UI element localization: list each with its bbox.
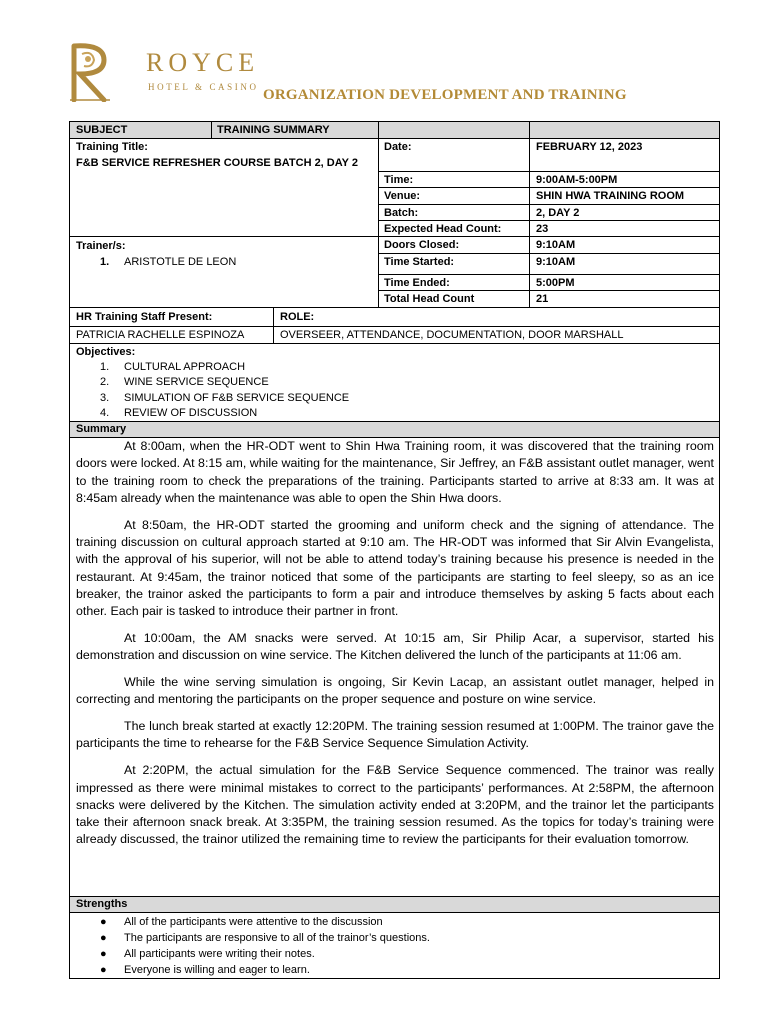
objective-number: 1.	[100, 361, 110, 373]
total-head-count-label: Total Head Count	[384, 293, 475, 305]
objective-number: 3.	[100, 392, 110, 404]
summary-body	[76, 438, 714, 858]
objective-item: SIMULATION OF F&B SERVICE SEQUENCE	[124, 392, 350, 404]
hr-staff-label: HR Training Staff Present:	[76, 311, 213, 323]
royce-logo-icon	[70, 42, 110, 102]
date-label: Date:	[384, 141, 412, 153]
time-value: 9:00AM-5:00PM	[536, 174, 618, 186]
subject-value: TRAINING SUMMARY	[217, 124, 330, 136]
time-ended-label: Time Ended:	[384, 277, 450, 289]
venue-value: SHIN HWA TRAINING ROOM	[536, 190, 685, 202]
role-label: ROLE:	[280, 311, 315, 323]
time-started-label: Time Started:	[384, 256, 455, 268]
training-summary-table: SUBJECT TRAINING SUMMARY Training Title: F&B SERVICE REFRESHER COURSE BATCH 2, DAY 2 Trainer/s: 1. ARISTOTLE DE LEON Date: FEBRUARY 12, 2023 Time: 9:00AM-5:00PM Venue: SHIN HWA TRAINING ROOM Batch: 2, DAY 2 Expected Head Count: 23 Doors Closed: 9:10AM Time Started: 9:10AM Time Ended: 5:00PM Total Head Count 21 HR Training Staff Present: ROLE: PATRICIA RACHELLE ESPINOZA OVERSEER, ATTENDANCE, DOCUMENTATION, DOOR MARSHALL Objectives: 1. CULTURAL APPROACH 2. WINE SERVICE SEQUENCE 3. SIMULATION OF F&B SERVICE SEQUENCE 4. REVIEW OF DISCUSSION Summary At 8:00am, when the HR-ODT went to Shin Hwa Training room, it was discovered that the training room doors were locked. At 8:15 am, while waiting for the maintenance, Sir Jeffrey, an F&B assistant outlet manager, went to the training room to check the preparations of the training. Participants started to arrive at 8:33 am. It was at 8:45am already when the maintenance was able to open the Shin Hwa doors. At 8:50am, the HR-ODT started the grooming and uniform check and the signing of attendance. The training discussion on cultural approach started at 9:10 am. The HR-ODT was informed that Sir Alvin Evangelista, with the approval of his superior, will not be able to attend today’s training because his presence is needed in the restaurant. At 9:45am, the trainor noticed that some of the participants are starting to feel sleepy, so as an ice breaker, the trainor asked the participants to form a pair and introduce themselves by asking 5 facts about each other. Each pair is tasked to introduce their partner in front. At 10:00am, the AM snacks were served. At 10:15 am, Sir Philip Acar, a supervisor, started his demonstration and discussion on wine service. The Kitchen delivered the lunch of the participants at 11:06 am. While the wine serving simulation is ongoing, Sir Kevin Lacap, an assistant outlet manager, helped in correcting and mentoring the participants on the proper sequence and posture on wine service. The lunch break started at exactly 12:20PM. The training session resumed at 1:00PM. The trainor gave the participants the time to rehearse for the F&B Service Sequence Simulation Activity. At 2:20PM, the actual simulation for the F&B Service Sequence commenced. The trainor was really impressed as there were minimal mistakes to correct to the participants’ performances. At 2:58PM, the afternoon snacks were delivered by the Kitchen. The simulation activity ended at 3:20PM, and the trainor let the participants take their afternoon snack break. At 3:35PM, the training session resumed. As the topics for today’s training were already discussed, the trainor utilized the remaining time to review the participants for their evaluation tomorrow. Strengths ● All of the participants were attentive to the discussion ● The participants are responsive to all of the trainor’s questions. ● All participants were writing their notes. ● Everyone is willing and eager to learn.	[69, 121, 720, 979]
hr-staff-role: OVERSEER, ATTENDANCE, DOCUMENTATION, DOOR MARSHALL	[280, 329, 624, 341]
batch-value: 2, DAY 2	[536, 207, 580, 219]
strengths-label: Strengths	[76, 898, 128, 910]
summary-paragraph: At 10:00am, the AM snacks were served. At 10:15 am, Sir Philip Acar, a supervisor, started his demonstration and discussion on wine service. The Kitchen delivered the lunch of the participants at 11:06 am.	[76, 630, 714, 663]
subject-row-bg	[70, 122, 719, 138]
summary-paragraph: While the wine serving simulation is ongoing, Sir Kevin Lacap, an assistant outlet manager, helped in correcting and mentoring the participants on the proper sequence and posture on wine service.	[76, 675, 714, 707]
total-head-count-value: 21	[536, 293, 549, 305]
time-started-value: 9:10AM	[536, 256, 576, 268]
subject-label: SUBJECT	[76, 124, 128, 136]
hr-staff-name: PATRICIA RACHELLE ESPINOZA	[76, 329, 245, 341]
summary-paragraph: At 8:50am, the HR-ODT started the grooming and uniform check and the signing of attendance. The training discussion on cultural approach started at 9:10 am. The HR-ODT was informed that Sir Alvin Evangelista, with the approval of his superior, will not be able to attend today’s training because his presence is needed in the restaurant. At 9:45am, the trainor noticed that some of the participants are starting to feel sleepy, so as an ice breaker, the trainor asked the participants to form a pair and introduce themselves by asking 5 facts about each other. Each pair is tasked to introduce their partner in front.	[76, 517, 714, 619]
expected-head-count-value: 23	[536, 223, 549, 235]
training-title-label: Training Title:	[76, 141, 148, 153]
time-label: Time:	[384, 174, 414, 186]
training-title-value: F&B SERVICE REFRESHER COURSE BATCH 2, DAY 2	[76, 157, 358, 169]
date-value: FEBRUARY 12, 2023	[536, 141, 643, 153]
summary-paragraph: At 2:20PM, the actual simulation for the F&B Service Sequence commenced. The trainor was really impressed as there were minimal mistakes to correct to the participants’ performances. At 2:58PM, the afternoon snacks were delivered by the Kitchen. The simulation activity ended at 3:20PM, and the trainor let the participants take their afternoon snack break. At 3:35PM, the training session resumed. As the topics for today’s training were already discussed, the trainor utilized the remaining time to review the participants for their evaluation tomorrow.	[76, 763, 714, 847]
time-ended-value: 5:00PM	[536, 277, 575, 289]
objectives-label: Objectives:	[76, 346, 136, 358]
expected-head-count-label: Expected Head Count:	[384, 223, 502, 235]
trainer-number: 1.	[100, 256, 110, 268]
venue-label: Venue:	[384, 190, 421, 202]
bullet-icon: ●	[100, 964, 107, 976]
strengths-header-bg	[70, 896, 719, 912]
trainer-name: ARISTOTLE DE LEON	[124, 256, 237, 268]
bullet-icon: ●	[100, 932, 107, 944]
department-title: ORGANIZATION DEVELOPMENT AND TRAINING	[263, 87, 627, 103]
summary-paragraph: The lunch break started at exactly 12:20PM. The training session resumed at 1:00PM. The trainor gave the participants the time to rehearse for the F&B Service Sequence Simulation Activity.	[76, 719, 714, 751]
doors-closed-label: Doors Closed:	[384, 239, 460, 251]
objective-item: CULTURAL APPROACH	[124, 361, 246, 373]
doors-closed-value: 9:10AM	[536, 239, 576, 251]
summary-label: Summary	[76, 423, 127, 435]
objective-item: REVIEW OF DISCUSSION	[124, 407, 258, 419]
objective-item: WINE SERVICE SEQUENCE	[124, 376, 269, 388]
batch-label: Batch:	[384, 207, 419, 219]
summary-header-bg	[70, 421, 719, 437]
summary-paragraph: At 8:00am, when the HR-ODT went to Shin Hwa Training room, it was discovered that the training room doors were locked. At 8:15 am, while waiting for the maintenance, Sir Jeffrey, an F&B assistant outlet manager, went to the training room to check the preparations of the training. Participants started to arrive at 8:33 am. It was at 8:45am already when the maintenance was able to open the Shin Hwa doors.	[76, 439, 714, 505]
bullet-icon: ●	[100, 916, 107, 928]
brand-subtitle: HOTEL & CASINO	[148, 82, 259, 92]
brand-name: ROYCE	[146, 48, 260, 77]
bullet-icon: ●	[100, 948, 107, 960]
trainers-label: Trainer/s:	[76, 240, 126, 252]
objective-number: 4.	[100, 407, 110, 419]
objective-number: 2.	[100, 376, 110, 388]
